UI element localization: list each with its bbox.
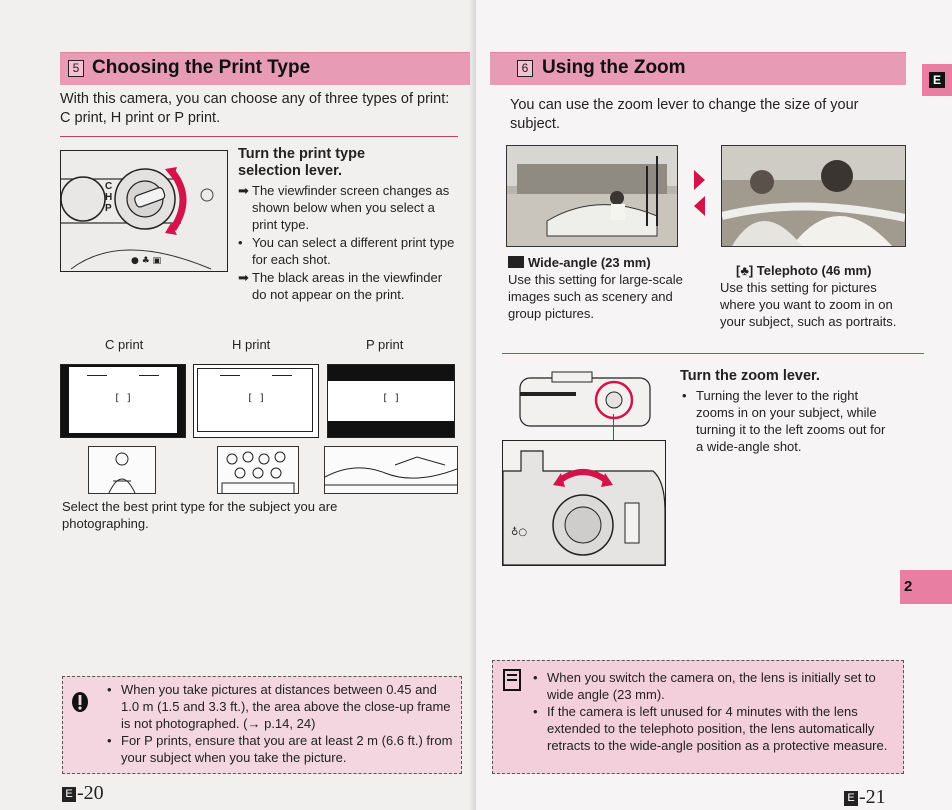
camera-top-illustration [60, 150, 228, 272]
bullet-text: The viewfinder screen changes as shown below when you select a print type. [252, 183, 450, 232]
section-header-zoom [490, 52, 906, 85]
step-title-line-1: Turn the print type [238, 146, 366, 162]
bullet-text: Turning the lever to the right zooms in on your subject, while turning it to the left zooms out for a wide-angle shot. [696, 388, 886, 454]
step-title [238, 146, 458, 180]
wide-angle-description [508, 254, 688, 322]
print-type-lever-drawing [61, 151, 227, 271]
wide-angle-text: Use this setting for large-scale images such as scenery and group pictures. [508, 272, 683, 321]
p-print-label: P print [366, 337, 404, 352]
note-bullet: • For P prints, ensure that you are at least 2 m (6.6 ft.) from your subject when you take the picture. [107, 733, 453, 765]
caution-note [62, 676, 462, 774]
right-page [476, 0, 952, 810]
print-type-caption: Select the best print type for the subject you are photographing. [62, 499, 338, 531]
page-number-left [62, 782, 104, 805]
e-badge-icon: E [844, 791, 858, 806]
wide-angle-photo [506, 145, 678, 247]
wide-angle-icon [508, 256, 524, 268]
telephoto-title: [♣] Telephoto (46 mm) [736, 263, 872, 278]
bullet-item [238, 182, 460, 233]
intro-text: You can use the zoom lever to change the size of your subject. [510, 97, 859, 132]
c-print-label: C print [105, 337, 144, 352]
intro-text: With this camera, you can choose any of three types of print: C print, H print or P print. [60, 91, 450, 126]
note-bullet: • When you take pictures at distances between 0.45 and 1.0 m (1.5 and 3.3 ft.), the area above the close-up frame is not photographed. (→ p.14, 24) [107, 682, 451, 731]
info-note-bullets [533, 669, 889, 754]
telephoto-photo [721, 145, 906, 247]
frame-mark: [ ] [381, 393, 401, 404]
section-header-print-type [60, 52, 470, 85]
viewfinder-c-print [60, 364, 186, 438]
section-title: Choosing the Print Type [92, 57, 311, 78]
memo-icon [503, 669, 521, 691]
step-bullets [238, 182, 460, 303]
viewfinder-h-print [193, 364, 319, 438]
note-text: When you take pictures at distances between 0.45 and 1.0 m (1.5 and 3.3 ft.), the area above the close-up frame is not photographed. (→ p.14, 24) [121, 682, 451, 731]
zoom-lever-closeup [502, 440, 666, 566]
caution-icon [71, 691, 89, 713]
dial-label-p: P [105, 203, 112, 214]
section-title: Using the Zoom [542, 57, 686, 78]
wide-angle-title-text: Wide-angle (23 mm) [528, 255, 651, 270]
bullet-item: • Turning the lever to the right zooms in on your subject, while turning it to the left zooms out for a wide-angle shot. [682, 388, 886, 454]
caution-bullets [107, 681, 453, 766]
bullet-item [238, 234, 460, 268]
callout-line [613, 414, 614, 440]
step-title-line-2: selection lever. [238, 163, 342, 179]
note-text: When you switch the camera on, the lens is initially set to wide angle (23 mm). [547, 670, 876, 702]
divider [502, 353, 924, 354]
note-text: For P prints, ensure that you are at least 2 m (6.6 ft.) from your subject when you take the picture. [121, 733, 453, 765]
h-print-label: H print [232, 337, 271, 352]
camera-top-view-illustration [518, 370, 652, 436]
zoom-step-title: Turn the zoom lever. [680, 368, 820, 384]
dial-label-h: H [105, 192, 113, 203]
section-number: 6 [517, 60, 533, 77]
bullet-text: The black areas in the viewfinder do not appear on the print. [252, 270, 443, 302]
e-badge-icon: E [62, 787, 76, 802]
zoom-direction-arrows-icon [692, 168, 706, 218]
viewfinder-p-print [327, 364, 455, 438]
arrow-bullet-icon: ➡ [238, 183, 249, 198]
svg-text:♁○: ♁○ [511, 527, 528, 538]
note-text: If the camera is left unused for 4 minutes with the lens extended to the telephoto position, the lens automatically retracts to the wide-angle position as a protective measure. [547, 704, 888, 753]
telephoto-description [720, 262, 902, 330]
language-tab [922, 64, 952, 96]
divider [60, 136, 458, 137]
dot-bullet-icon: • [238, 235, 243, 250]
svg-text:● ♣ ▣: ● ♣ ▣ [131, 256, 162, 266]
wide-angle-title [508, 254, 688, 271]
sample-landscape-thumbnail [324, 446, 458, 494]
note-bullet: • When you switch the camera on, the lens is initially set to wide angle (23 mm). [533, 670, 876, 702]
bullet-text: You can select a different print type for each shot. [252, 235, 455, 267]
frame-mark: [ ] [113, 393, 133, 404]
bullet-item [238, 269, 460, 303]
telephoto-text: Use this setting for pictures where you want to zoom in on your subject, such as portraits. [720, 280, 897, 329]
note-bullet: • If the camera is left unused for 4 minutes with the lens extended to the telephoto position, the lens automatically retracts to the wide-angle position as a protective measure. [533, 704, 888, 753]
frame-mark: [ ] [246, 393, 266, 404]
section-number: 5 [68, 60, 84, 77]
info-note [492, 660, 904, 774]
arrow-bullet-icon: ➡ [238, 270, 249, 285]
dial-label-c: C [105, 181, 113, 192]
zoom-step-bullet [682, 387, 896, 455]
chapter-tab: 2 [900, 570, 952, 604]
page-number-text: -20 [77, 782, 104, 804]
language-tab-label: E [929, 72, 945, 88]
page-number-text: -21 [859, 786, 886, 808]
sample-group-thumbnail [217, 446, 299, 494]
page-number-right [844, 786, 886, 809]
sample-portrait-thumbnail [88, 446, 156, 494]
